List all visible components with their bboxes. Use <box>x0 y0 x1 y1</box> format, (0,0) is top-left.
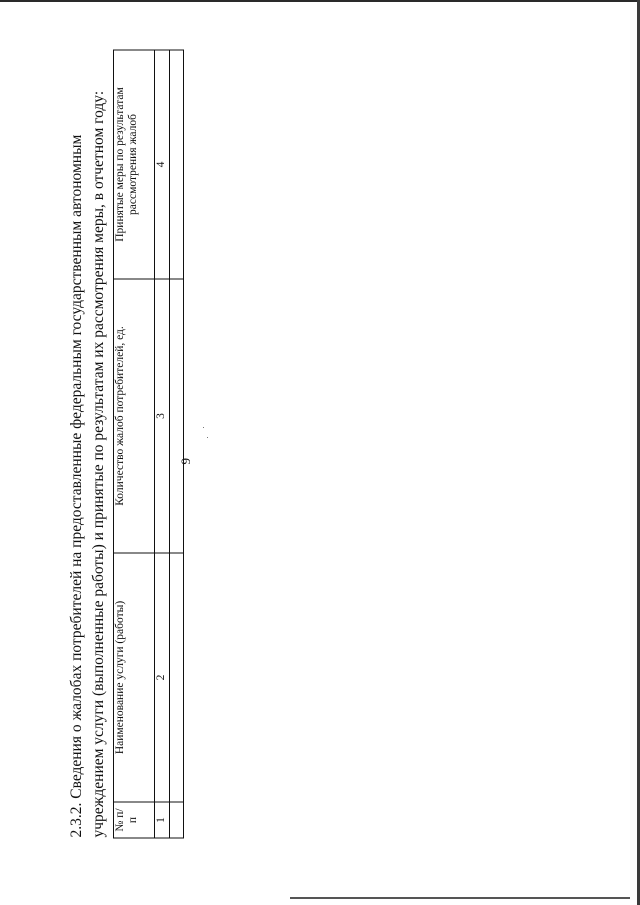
page-number: 9 <box>178 458 193 465</box>
column-number: 3 <box>155 279 170 553</box>
table-cell <box>170 553 184 802</box>
header-complaint-count: Количество жалоб потребителей, ед. <box>114 279 155 553</box>
section-heading: 2.3.2. Сведения о жалобах потребителей на предоставленные федеральным государственным автономным учреждением услуги (выполненные работы) и принятые по результатам их рассмотрения меры, в отчетном году: <box>68 90 107 838</box>
header-number: № п/п <box>114 802 155 838</box>
column-number: 1 <box>155 802 170 838</box>
table-header-row <box>114 50 155 838</box>
header-service-name: Наименование услуги (работы) <box>114 553 155 802</box>
table-cell <box>170 279 184 553</box>
table-cell <box>170 802 184 838</box>
column-number: 2 <box>155 553 170 802</box>
column-number: 4 <box>155 50 170 279</box>
complaints-table <box>113 50 184 839</box>
table-cell <box>170 50 184 279</box>
table-row <box>170 50 184 838</box>
column-number-row <box>155 50 170 838</box>
header-measures: Принятые меры по результатам рассмотрения жалоб <box>114 50 155 279</box>
